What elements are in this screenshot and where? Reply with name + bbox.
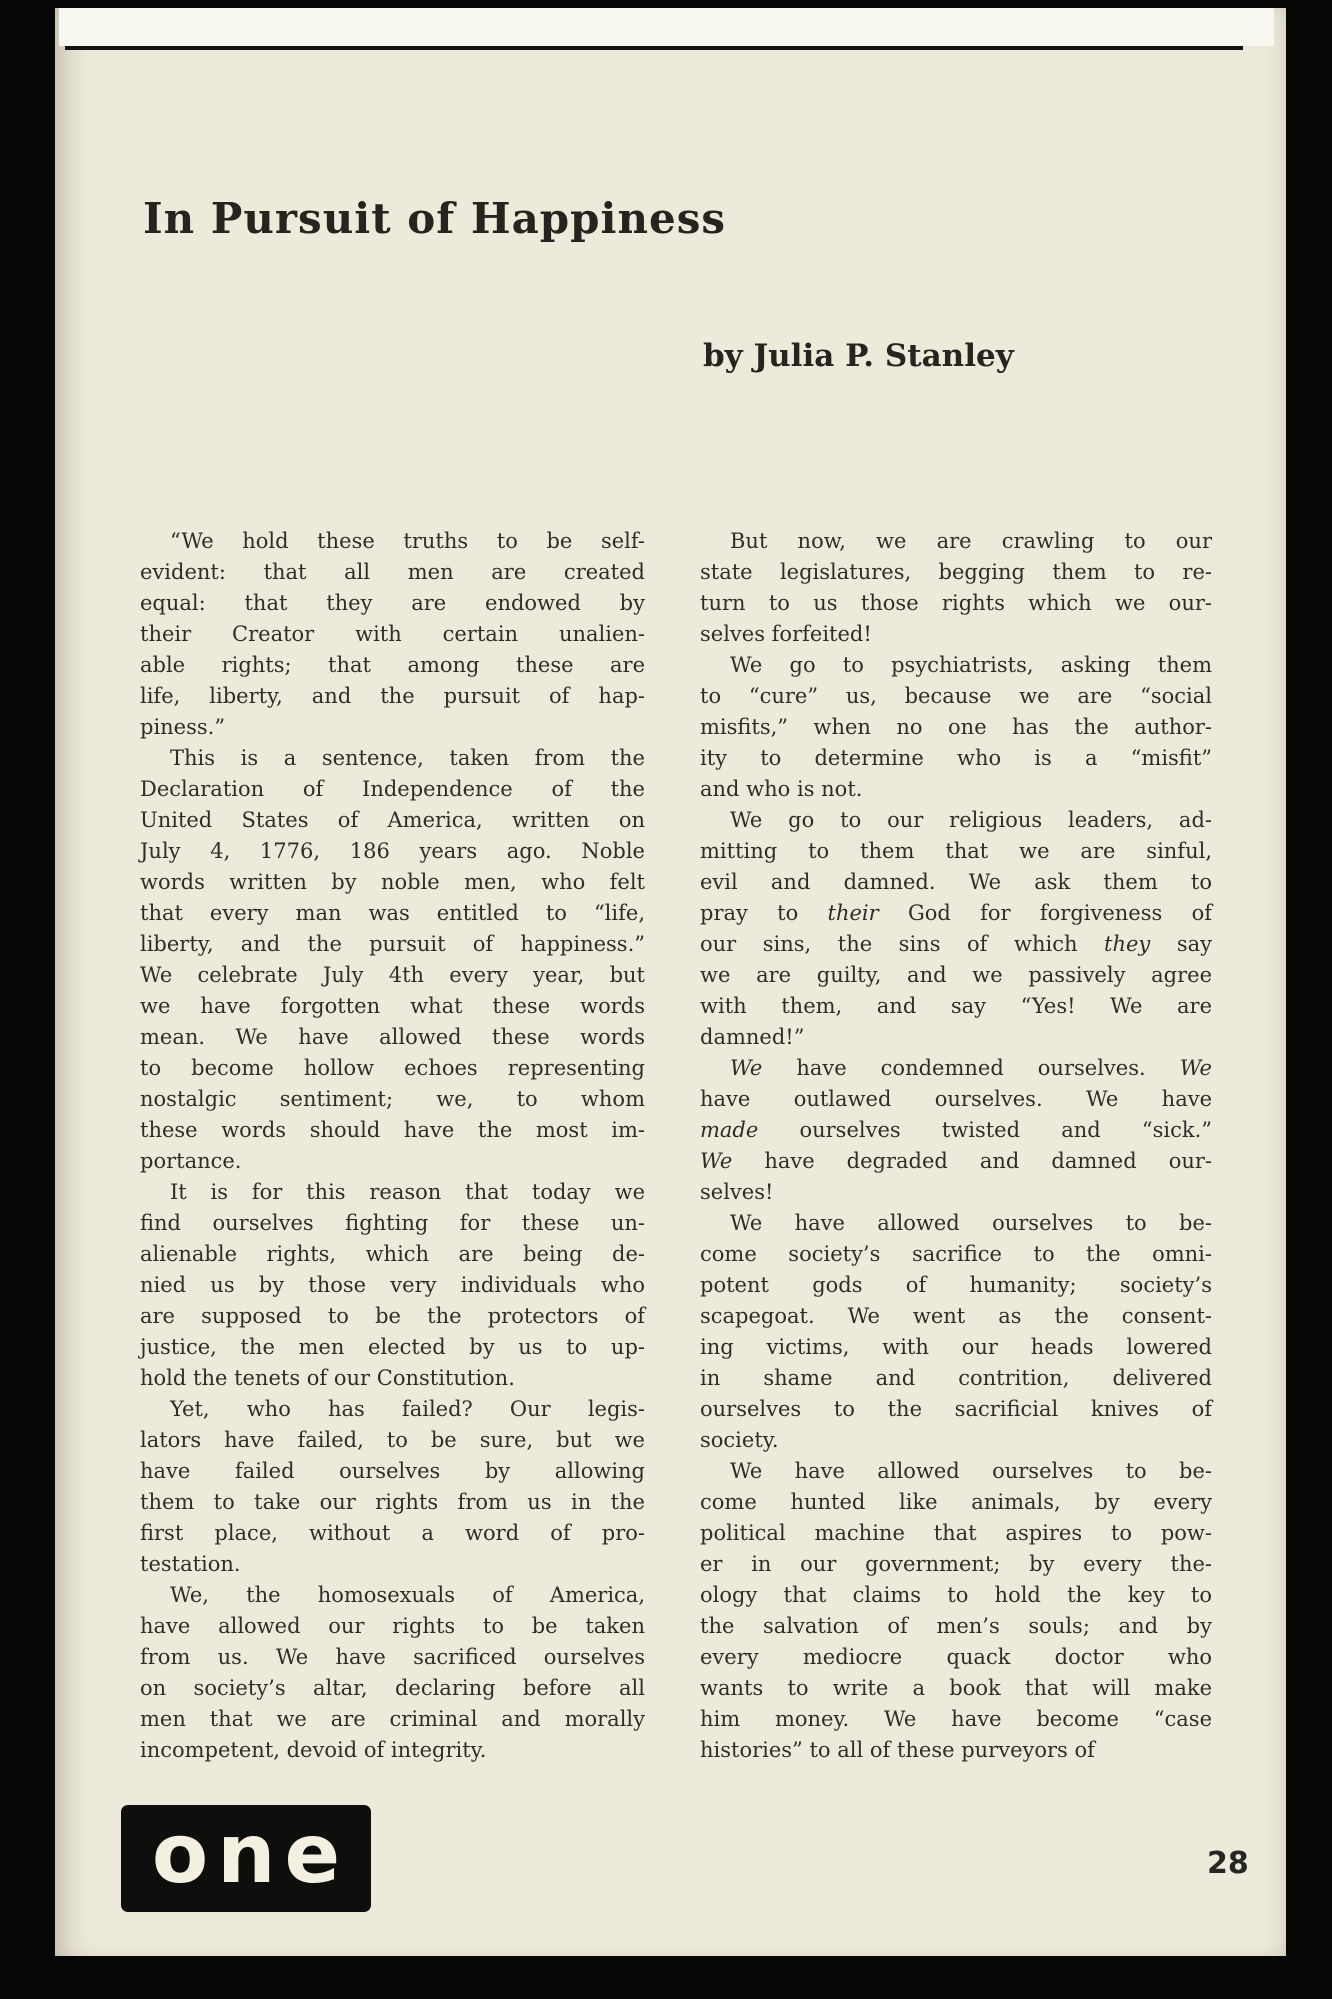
text-line: have allowed our rights to be taken <box>140 1614 645 1638</box>
text-line: This is a sentence, taken from the <box>170 746 645 770</box>
text-line: in shame and contrition, delivered <box>700 1366 1212 1390</box>
paragraph <box>700 526 1212 650</box>
text-line: evil and damned. We ask them to <box>700 870 1212 894</box>
text-line: the salvation of men’s souls; and by <box>700 1614 1212 1638</box>
text-line: to “cure” us, because we are “social <box>700 684 1212 708</box>
logo-text: one <box>151 1806 350 1902</box>
text-line: We have allowed ourselves to be- <box>730 1211 1212 1235</box>
text-line: It is for this reason that today we <box>170 1180 645 1204</box>
paragraph <box>140 1580 645 1766</box>
paragraph <box>140 743 645 1177</box>
text-line: portance. <box>140 1149 242 1173</box>
text-line: liberty, and the pursuit of happiness.” <box>140 932 645 956</box>
page-number: 28 <box>1207 1846 1249 1881</box>
text-line: evident: that all men are created <box>140 560 645 584</box>
text-line: every mediocre quack doctor who <box>700 1645 1212 1669</box>
scan-edge-strip <box>59 8 1274 46</box>
text-line: Yet, who has failed? Our legis- <box>170 1397 645 1421</box>
text-line: have outlawed ourselves. We have <box>700 1087 1212 1111</box>
text-line: from us. We have sacrificed ourselves <box>140 1645 645 1669</box>
text-line: life, liberty, and the pursuit of hap- <box>140 684 645 708</box>
text-line: to become hollow echoes representing <box>140 1056 645 1080</box>
text-line: him money. We have become “case <box>700 1707 1212 1731</box>
text-line: We celebrate July 4th every year, but <box>140 963 645 987</box>
paragraph <box>140 1394 645 1580</box>
text-line: We go to psychiatrists, asking them <box>730 653 1212 677</box>
text-line: are supposed to be the protectors of <box>140 1304 645 1328</box>
text-line: state legislatures, begging them to re- <box>700 560 1212 584</box>
page-scan <box>55 8 1286 1956</box>
text-line: ology that claims to hold the key to <box>700 1583 1212 1607</box>
text-line: piness.” <box>140 715 226 739</box>
text-line: mitting to them that we are sinful, <box>700 839 1212 863</box>
text-line: selves! <box>700 1180 774 1204</box>
text-line: er in our government; by every the- <box>700 1552 1212 1576</box>
text-line: find ourselves fighting for these un- <box>140 1211 645 1235</box>
text-line: misfits,” when no one has the author- <box>700 715 1212 739</box>
text-line: first place, without a word of pro- <box>140 1521 645 1545</box>
text-line: alienable rights, which are being de- <box>140 1242 645 1266</box>
text-line: we are guilty, and we passively agree <box>700 963 1212 987</box>
paragraph <box>700 650 1212 805</box>
text-line: come hunted like animals, by every <box>700 1490 1212 1514</box>
paragraph <box>700 1053 1212 1208</box>
text-line: potent gods of humanity; society’s <box>700 1273 1212 1297</box>
one-magazine-logo <box>121 1805 371 1912</box>
text-line: We, the homosexuals of America, <box>170 1583 645 1607</box>
text-line: able rights; that among these are <box>140 653 645 677</box>
text-line: them to take our rights from us in the <box>140 1490 645 1514</box>
text-line: words written by noble men, who felt <box>140 870 645 894</box>
text-line: lators have failed, to be sure, but we <box>140 1428 645 1452</box>
text-line: turn to us those rights which we our- <box>700 591 1212 615</box>
text-line: “We hold these truths to be self- <box>170 529 645 553</box>
text-line: made ourselves twisted and “sick.” <box>700 1118 1212 1142</box>
text-line: that every man was entitled to “life, <box>140 901 645 925</box>
text-line: United States of America, written on <box>140 808 645 832</box>
text-line: Declaration of Independence of the <box>140 777 645 801</box>
text-line: nostalgic sentiment; we, to whom <box>140 1087 645 1111</box>
text-line: these words should have the most im- <box>140 1118 645 1142</box>
text-line: and who is not. <box>700 777 863 801</box>
text-line: come society’s sacrifice to the omni- <box>700 1242 1212 1266</box>
text-line: pray to their God for forgiveness of <box>700 901 1212 925</box>
paragraph <box>140 526 645 743</box>
text-line: We have degraded and damned our- <box>700 1149 1212 1173</box>
paragraph <box>140 1177 645 1394</box>
page-title: In Pursuit of Happiness <box>143 194 727 244</box>
text-line: mean. We have allowed these words <box>140 1025 645 1049</box>
text-line: nied us by those very individuals who <box>140 1273 645 1297</box>
text-line: political machine that aspires to pow- <box>700 1521 1212 1545</box>
column-left <box>140 526 645 1766</box>
text-line: scapegoat. We went as the consent- <box>700 1304 1212 1328</box>
text-line: ourselves to the sacrificial knives of <box>700 1397 1212 1421</box>
text-line: with them, and say “Yes! We are <box>700 994 1212 1018</box>
text-line: their Creator with certain unalien- <box>140 622 645 646</box>
text-line: on society’s altar, declaring before all <box>140 1676 645 1700</box>
text-line: But now, we are crawling to our <box>730 529 1212 553</box>
text-line: men that we are criminal and morally <box>140 1707 645 1731</box>
text-line: selves forfeited! <box>700 622 872 646</box>
text-line: have failed ourselves by allowing <box>140 1459 645 1483</box>
text-line: damned!” <box>700 1025 805 1049</box>
text-line: ity to determine who is a “misfit” <box>700 746 1212 770</box>
text-line: July 4, 1776, 186 years ago. Noble <box>140 839 645 863</box>
text-line: testation. <box>140 1552 241 1576</box>
text-line: We go to our religious leaders, ad- <box>730 808 1212 832</box>
byline: by Julia P. Stanley <box>703 338 1014 374</box>
text-line: our sins, the sins of which they say <box>700 932 1212 956</box>
column-right <box>700 526 1212 1766</box>
text-line: We have condemned ourselves. We <box>730 1056 1212 1080</box>
top-rule <box>65 46 1243 50</box>
text-line: society. <box>700 1428 779 1452</box>
text-line: ing victims, with our heads lowered <box>700 1335 1212 1359</box>
text-line: We have allowed ourselves to be- <box>730 1459 1212 1483</box>
paragraph <box>700 1456 1212 1766</box>
text-line: histories” to all of these purveyors of <box>700 1738 1095 1762</box>
text-line: wants to write a book that will make <box>700 1676 1212 1700</box>
paragraph <box>700 1208 1212 1456</box>
text-line: equal: that they are endowed by <box>140 591 645 615</box>
text-line: incompetent, devoid of integrity. <box>140 1738 487 1762</box>
paragraph <box>700 805 1212 1053</box>
text-line: justice, the men elected by us to up- <box>140 1335 645 1359</box>
text-line: hold the tenets of our Constitution. <box>140 1366 515 1390</box>
text-line: we have forgotten what these words <box>140 994 645 1018</box>
